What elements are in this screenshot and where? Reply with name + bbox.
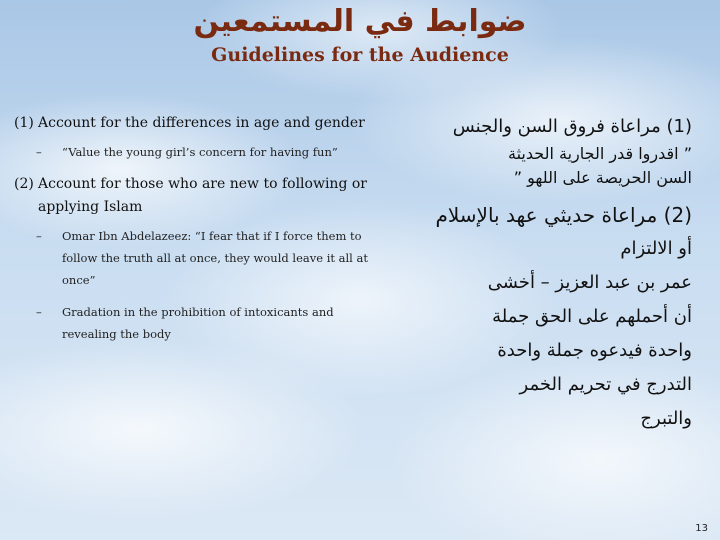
english-item-1-text: Account for the differences in age and gender [38, 115, 365, 131]
arabic-item-1-line-2: ” اقدروا قدر الجارية الحديثة [508, 144, 692, 163]
slide-title-english: Guidelines for the Audience [211, 44, 509, 66]
arabic-line-b: عمر بن عبد العزيز – أخشى [487, 272, 692, 293]
english-item-1-subitem-1 [14, 141, 386, 163]
arabic-line-c: أن أحملهم على الحق جملة [492, 306, 692, 327]
arabic-content [392, 112, 692, 436]
page-number: 13 [695, 523, 708, 534]
arabic-line-e: التدرج في تحريم الخمر [519, 374, 692, 395]
english-item-2 [14, 173, 386, 219]
english-item-1 [14, 112, 386, 135]
arabic-item-2 [392, 198, 692, 232]
english-content [14, 112, 386, 355]
arabic-item-1-text: مراعاة فروق السن والجنس [452, 116, 661, 137]
arabic-item-1 [392, 112, 692, 142]
english-item-2-subitem-1-text: Omar Ibn Abdelazeez: “I fear that if I force them to follow the truth all at once, they would leave it all at once” [62, 229, 368, 287]
arabic-line-f: والتبرج [640, 408, 692, 429]
arabic-item-1-line-3: السن الحريصة على اللهو ” [513, 168, 692, 187]
english-item-1-number: (1) [14, 115, 34, 131]
arabic-item-2-text: مراعاة حديثي عهد بالإسلام [435, 203, 658, 227]
slide-title-arabic: ضوابط في المستمعين [193, 4, 527, 39]
dash-bullet: – [36, 229, 42, 243]
english-item-2-subitem-2-text: Gradation in the prohibition of intoxicants and revealing the body [62, 305, 334, 341]
arabic-item-1-number: (1) [666, 116, 692, 137]
english-item-2-subitem-2 [14, 301, 386, 345]
english-item-2-number: (2) [14, 176, 34, 192]
dash-bullet: – [36, 305, 42, 319]
arabic-line-a: أو الالتزام [620, 238, 692, 259]
dash-bullet: – [36, 145, 42, 159]
english-item-2-subitem-1 [14, 225, 386, 291]
english-item-1-subitem-1-text: “Value the young girl’s concern for having fun” [62, 145, 338, 159]
arabic-item-2-number: (2) [663, 203, 692, 227]
arabic-line-d: واحدة فيدعوه جملة واحدة [497, 340, 692, 361]
english-item-2-text: Account for those who are new to following or applying Islam [38, 176, 367, 215]
